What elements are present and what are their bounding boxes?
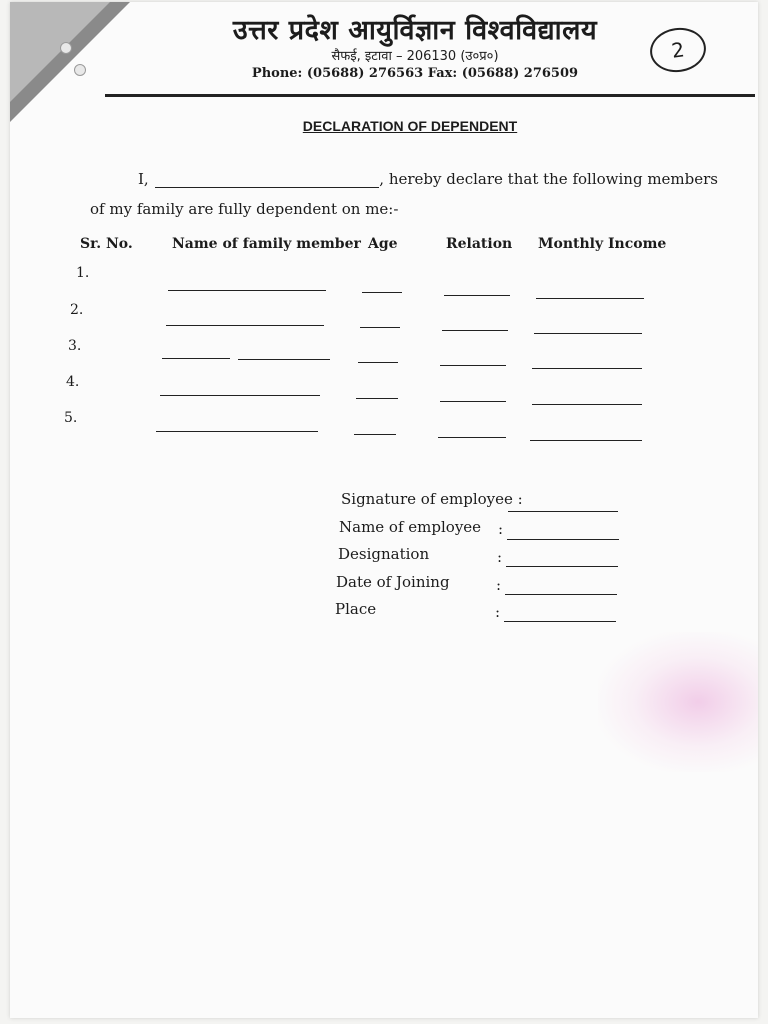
relation-blank[interactable] [444, 295, 510, 296]
name-blank[interactable] [168, 290, 326, 291]
employee-name-label: Name of employee [339, 518, 482, 536]
row-number: 4. [66, 374, 80, 390]
declaration-line-2: of my family are fully dependent on me:- [90, 200, 399, 218]
income-blank[interactable] [532, 368, 642, 369]
colon: : [495, 603, 501, 621]
header-divider [105, 94, 755, 97]
relation-blank[interactable] [440, 365, 506, 366]
stain-mark [598, 632, 758, 772]
relation-blank[interactable] [442, 330, 508, 331]
punch-hole [74, 64, 86, 76]
date-of-joining-label: Date of Joining [336, 573, 450, 591]
document-page [10, 2, 758, 1018]
column-header-age: Age [368, 236, 398, 252]
column-header-sr-no: Sr. No. [80, 236, 133, 252]
signature-blank[interactable] [508, 511, 618, 512]
colon: : [497, 548, 503, 566]
signature-label: Signature of employee : [341, 490, 523, 508]
relation-blank[interactable] [438, 437, 506, 438]
age-blank[interactable] [356, 398, 398, 399]
income-blank[interactable] [530, 440, 642, 441]
name-blank[interactable] [162, 358, 230, 359]
name-blank[interactable] [238, 359, 330, 360]
place-label: Place [335, 600, 377, 618]
column-header-income: Monthly Income [538, 236, 667, 252]
name-blank[interactable] [156, 431, 318, 432]
row-number: 5. [64, 410, 78, 426]
university-name: उत्तर प्रदेश आयुर्विज्ञान विश्वविद्यालय [232, 15, 598, 46]
page-number: 2 [647, 24, 709, 75]
age-blank[interactable] [362, 292, 402, 293]
column-header-name: Name of family member [172, 236, 361, 252]
age-blank[interactable] [360, 327, 400, 328]
row-number: 2. [70, 302, 84, 318]
age-blank[interactable] [358, 362, 398, 363]
designation-label: Designation [338, 545, 430, 563]
declaration-prefix: I, [138, 170, 149, 188]
row-number: 3. [68, 338, 82, 354]
university-address: सैफई, इटावा – 206130 (उ०प्र०) [331, 49, 499, 64]
name-blank[interactable] [160, 395, 320, 396]
place-blank[interactable] [504, 621, 616, 622]
employee-name-blank[interactable] [155, 173, 380, 188]
employee-name-blank[interactable] [507, 539, 619, 540]
income-blank[interactable] [536, 298, 644, 299]
colon: : [496, 576, 502, 594]
relation-blank[interactable] [440, 401, 506, 402]
income-blank[interactable] [532, 404, 642, 405]
form-title: DECLARATION OF DEPENDENT [302, 118, 518, 134]
date-of-joining-blank[interactable] [505, 594, 617, 595]
column-header-relation: Relation [446, 236, 513, 252]
punch-hole [60, 42, 72, 54]
age-blank[interactable] [354, 434, 396, 435]
designation-blank[interactable] [506, 566, 618, 567]
name-blank[interactable] [166, 325, 324, 326]
row-number: 1. [76, 265, 90, 281]
declaration-suffix: , hereby declare that the following members [379, 170, 718, 188]
colon: : [498, 520, 504, 538]
income-blank[interactable] [534, 333, 642, 334]
declaration-line [138, 170, 718, 188]
page-corner-inner [10, 2, 110, 102]
contact-info: Phone: (05688) 276563 Fax: (05688) 276509 [251, 66, 579, 81]
